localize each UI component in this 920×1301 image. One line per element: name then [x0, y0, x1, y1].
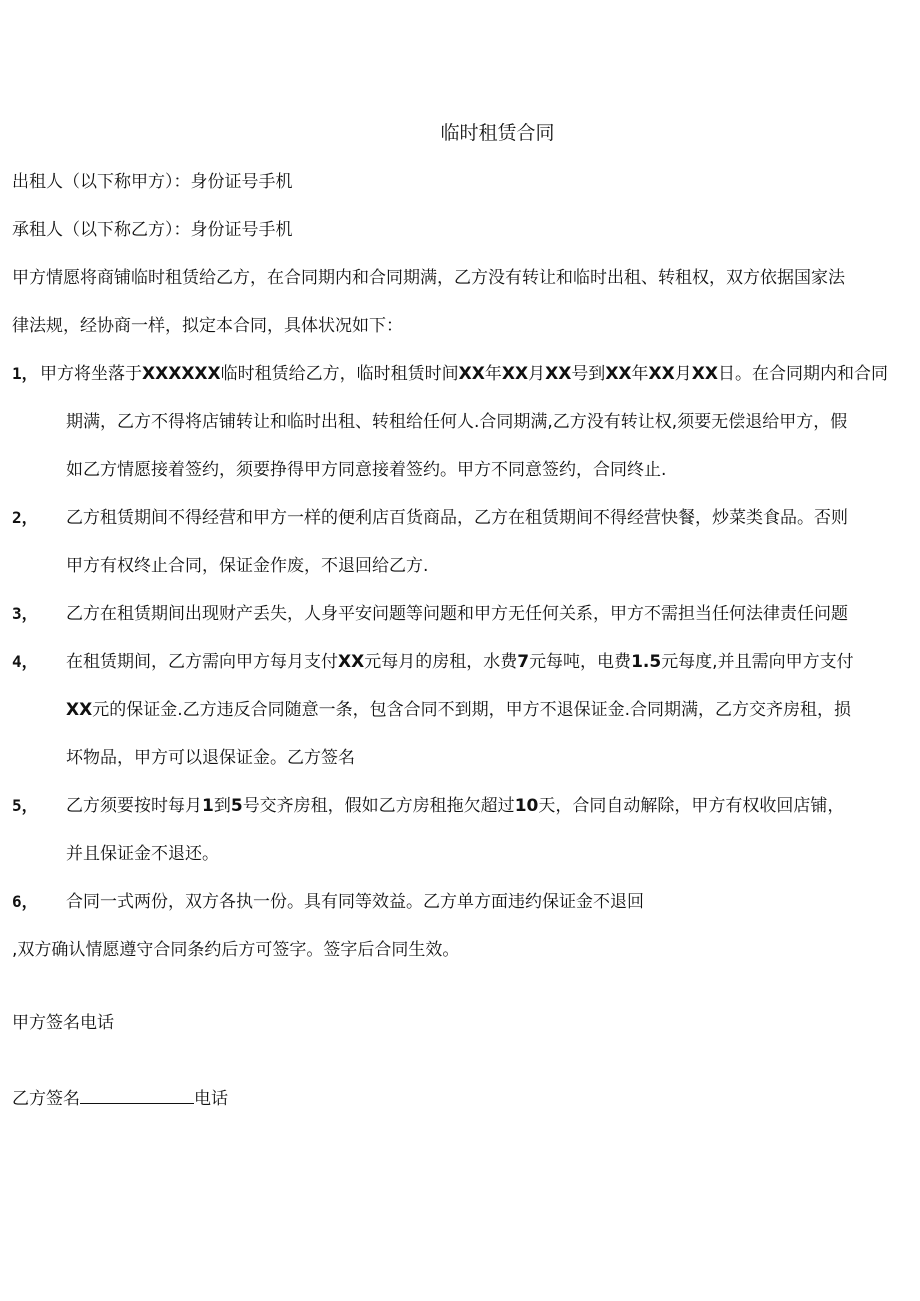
clause-4-line-2: [66, 698, 851, 722]
clause-number-6: 6，: [12, 892, 38, 911]
clause-1-line-3: 如乙方情愿接着签约，须要挣得甲方同意接着签约。甲方不同意签约，合同终止.: [66, 460, 667, 480]
placeholder-location: XXXXXX: [142, 364, 221, 384]
clause-4-line-1: [66, 650, 854, 674]
placeholder-month: XX: [501, 364, 529, 384]
water-fee: 7: [517, 652, 530, 672]
clause-text: 元每吨，电费: [529, 652, 632, 672]
clause-text: 到: [213, 796, 231, 816]
signature-blank-line[interactable]: [80, 1086, 194, 1104]
party-b-phone-label: 电话: [194, 1089, 228, 1109]
clause-text: 日。在合同期内和合同: [717, 364, 888, 384]
clause-number-5: 5，: [12, 796, 38, 815]
closing-line: ,双方确认情愿遵守合同条约后方可签字。签字后合同生效。: [12, 940, 460, 960]
placeholder-rent: XX: [338, 652, 365, 672]
intro-line-2: 律法规，经协商一样，拟定本合同，具体状况如下：: [12, 316, 403, 336]
clause-text: 临时租赁给乙方，临时租赁时间: [220, 364, 459, 384]
overdue-days: 10: [514, 796, 539, 816]
clause-number-1: 1，: [12, 364, 38, 383]
clause-text: 号到: [571, 364, 606, 384]
clause-6-line-1: 合同一式两份，双方各执一份。具有同等效益。乙方单方面违约保证金不退回: [66, 892, 644, 912]
document-title: 临时租赁合同: [440, 122, 555, 144]
clause-4-line-3: 坏物品，甲方可以退保证金。乙方签名: [66, 748, 355, 768]
party-b-sign-label: 乙方签名: [12, 1089, 80, 1109]
party-b-signature: [12, 1086, 228, 1111]
lessor-line: 出租人（以下称甲方）：身份证号手机: [12, 172, 293, 192]
clause-number-3: 3，: [12, 604, 38, 623]
clause-2-line-1: 乙方租赁期间不得经营和甲方一样的便利店百货商品，乙方在租赁期间不得经营快餐，炒菜类食品。否则: [66, 508, 848, 528]
clause-text: 天，合同自动解除，甲方有权收回店铺，: [538, 796, 845, 816]
clause-text: 元每度,并且需向甲方支付: [661, 652, 854, 672]
clause-text: 乙方须要按时每月: [66, 796, 202, 816]
placeholder-year: XX: [458, 364, 485, 384]
placeholder-year: XX: [605, 364, 632, 384]
clause-1-line-1: [40, 362, 888, 386]
clause-text: 年: [631, 364, 649, 384]
clause-5-line-2: 并且保证金不退还。: [66, 844, 219, 864]
party-a-signature: 甲方签名电话: [12, 1013, 114, 1033]
clause-text: 在租赁期间，乙方需向甲方每月支付: [66, 652, 338, 672]
clause-text: 月: [528, 364, 546, 384]
rent-due-end-day: 5: [230, 796, 243, 816]
electricity-fee: 1.5: [631, 652, 662, 672]
placeholder-deposit: XX: [66, 700, 93, 720]
clause-5-line-1: [66, 794, 844, 818]
rent-due-start-day: 1: [202, 796, 214, 816]
clause-text: 元的保证金.乙方违反合同随意一条，包含合同不到期，甲方不退保证金.合同期满，乙方交齐房租，损: [92, 700, 852, 720]
lessee-line: 承租人（以下称乙方）：身份证号手机: [12, 220, 293, 240]
clause-1-line-2: 期满，乙方不得将店铺转让和临时出租、转租给任何人.合同期满,乙方没有转让权,须要无偿退给甲方，假: [66, 412, 848, 432]
clause-2-line-2: 甲方有权终止合同，保证金作废，不退回给乙方.: [66, 556, 429, 576]
clause-3-line-1: 乙方在租赁期间出现财产丢失，人身平安问题等问题和甲方无任何关系，甲方不需担当任何法律责任问题: [66, 604, 848, 624]
clause-number-2: 2，: [12, 508, 38, 527]
placeholder-day: XX: [691, 364, 718, 384]
clause-text: 年: [484, 364, 502, 384]
clause-number-4: 4，: [12, 652, 38, 671]
placeholder-day: XX: [545, 364, 572, 384]
clause-text: 月: [674, 364, 692, 384]
placeholder-month: XX: [648, 364, 675, 384]
clause-text: 号交齐房租，假如乙方房租拖欠超过: [242, 796, 515, 816]
clause-text: 元每月的房租，水费: [364, 652, 518, 672]
intro-line-1: 甲方情愿将商铺临时租赁给乙方，在合同期内和合同期满，乙方没有转让和临时出租、转租权，双方依据国家法: [12, 268, 845, 288]
clause-text: 甲方将坐落于: [40, 364, 142, 384]
